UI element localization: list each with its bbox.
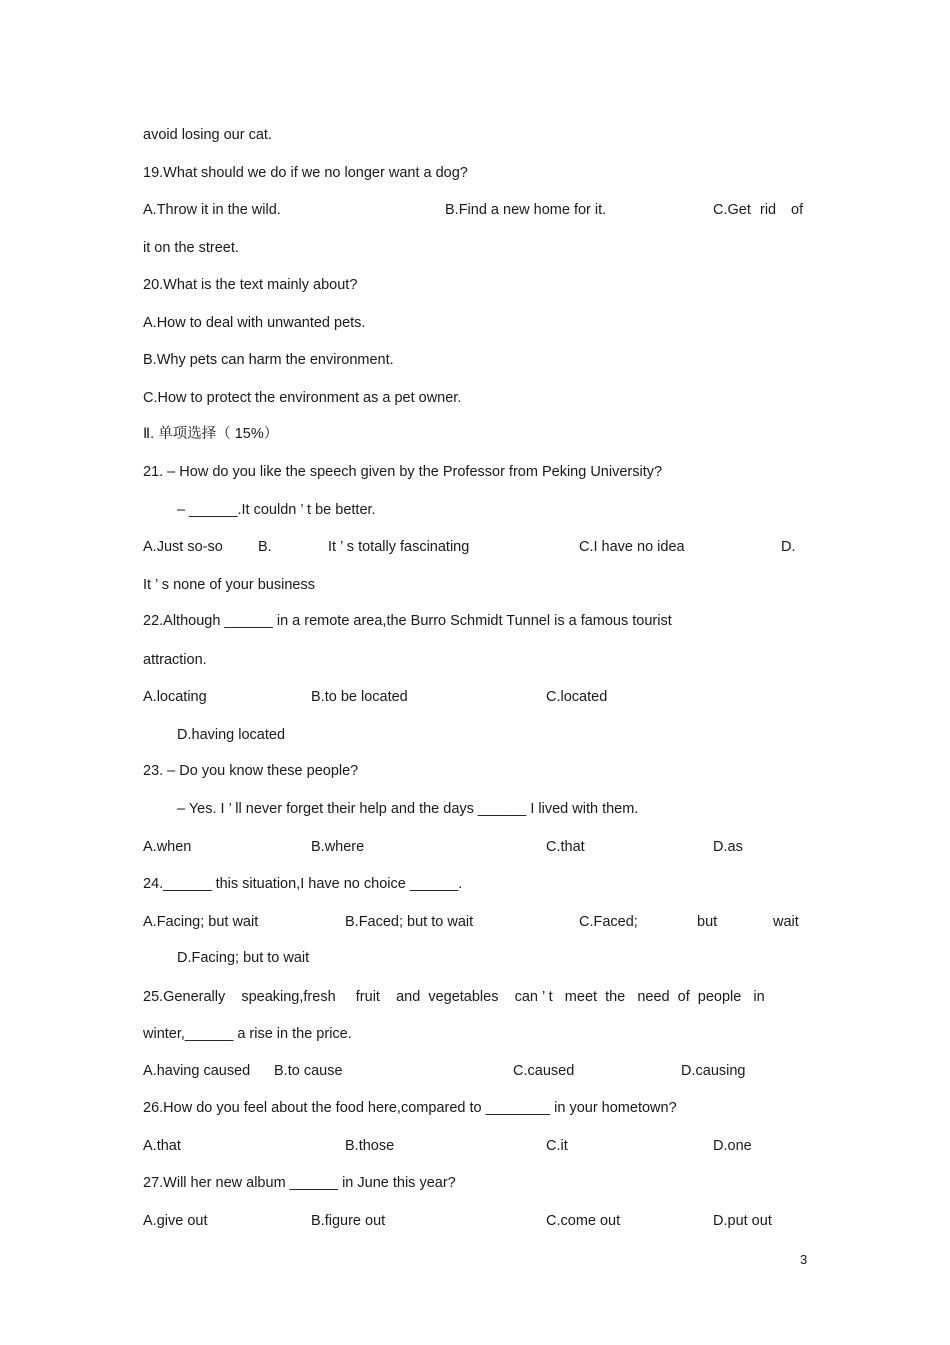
option-21b-letter: B. [258, 539, 272, 555]
question-25: 25.Generally speaking,fresh fruit and vegetables can ’ t meet the need of people in [143, 989, 765, 1005]
option-20c: C.How to protect the environment as a pet owner. [143, 390, 462, 406]
option-23a: A.when [143, 839, 192, 855]
question-23: 23. – Do you know these people? [143, 763, 359, 779]
option-19a: A.Throw it in the wild. [143, 202, 281, 218]
option-21d-letter: D. [781, 539, 796, 555]
option-20a: A.How to deal with unwanted pets. [143, 315, 366, 331]
option-25d: D.causing [681, 1063, 746, 1079]
option-21d-text: It ’ s none of your business [143, 577, 315, 593]
option-24c-part3: wait [773, 914, 799, 930]
option-26d: D.one [713, 1138, 752, 1154]
option-25a: A.having caused [143, 1063, 251, 1079]
option-19b: B.Find a new home for it. [445, 202, 607, 218]
option-23c: C.that [546, 839, 585, 855]
question-21-reply: – ______.It couldn ’ t be better. [177, 502, 376, 518]
option-23d: D.as [713, 839, 743, 855]
option-24b: B.Faced; but to wait [345, 914, 474, 930]
question-24: 24.______ this situation,I have no choice ______. [143, 876, 463, 892]
option-25b: B.to cause [274, 1063, 343, 1079]
question-21: 21. – How do you like the speech given by the Professor from Peking University? [143, 464, 663, 480]
option-22c: C.located [546, 689, 608, 705]
question-22: 22.Although ______ in a remote area,the Burro Schmidt Tunnel is a famous tourist [143, 613, 672, 629]
option-27a: A.give out [143, 1213, 208, 1229]
question-26: 26.How do you feel about the food here,compared to ________ in your hometown? [143, 1100, 677, 1116]
option-21a: A.Just so-so [143, 539, 223, 555]
option-20b: B.Why pets can harm the environment. [143, 352, 394, 368]
option-19c-part3: of [791, 202, 804, 218]
option-27b: B.figure out [311, 1213, 386, 1229]
question-22-cont: attraction. [143, 652, 207, 668]
option-24c-part1: C.Faced; [579, 914, 638, 930]
option-27c: C.come out [546, 1213, 621, 1229]
option-27d: D.put out [713, 1213, 772, 1229]
option-22a: A.locating [143, 689, 207, 705]
option-19c-part1: C.Get [713, 202, 751, 218]
option-22d: D.having located [177, 727, 286, 743]
question-27: 27.Will her new album ______ in June this year? [143, 1175, 456, 1191]
question-19: 19.What should we do if we no longer want a dog? [143, 165, 468, 181]
option-22b: B.to be located [311, 689, 408, 705]
option-24a: A.Facing; but wait [143, 914, 259, 930]
option-23b: B.where [311, 839, 365, 855]
option-21b-text: It ’ s totally fascinating [328, 539, 470, 555]
option-19c-part2: rid [760, 202, 777, 218]
text-line: avoid losing our cat. [143, 127, 272, 143]
question-25-cont: winter,______ a rise in the price. [143, 1026, 352, 1042]
section-heading: Ⅱ. 单项选择（ 15%） [143, 426, 279, 442]
option-26b: B.those [345, 1138, 395, 1154]
option-25c: C.caused [513, 1063, 575, 1079]
option-24c-part2: but [697, 914, 718, 930]
option-26c: C.it [546, 1138, 568, 1154]
option-24d: D.Facing; but to wait [177, 950, 310, 966]
option-21c: C.I have no idea [579, 539, 685, 555]
question-20: 20.What is the text mainly about? [143, 277, 358, 293]
option-19c-part4: it on the street. [143, 240, 239, 256]
page-number: 3 [800, 1252, 808, 1267]
question-23-reply: – Yes. I ’ ll never forget their help and the days ______ I lived with them. [177, 801, 639, 817]
option-26a: A.that [143, 1138, 181, 1154]
